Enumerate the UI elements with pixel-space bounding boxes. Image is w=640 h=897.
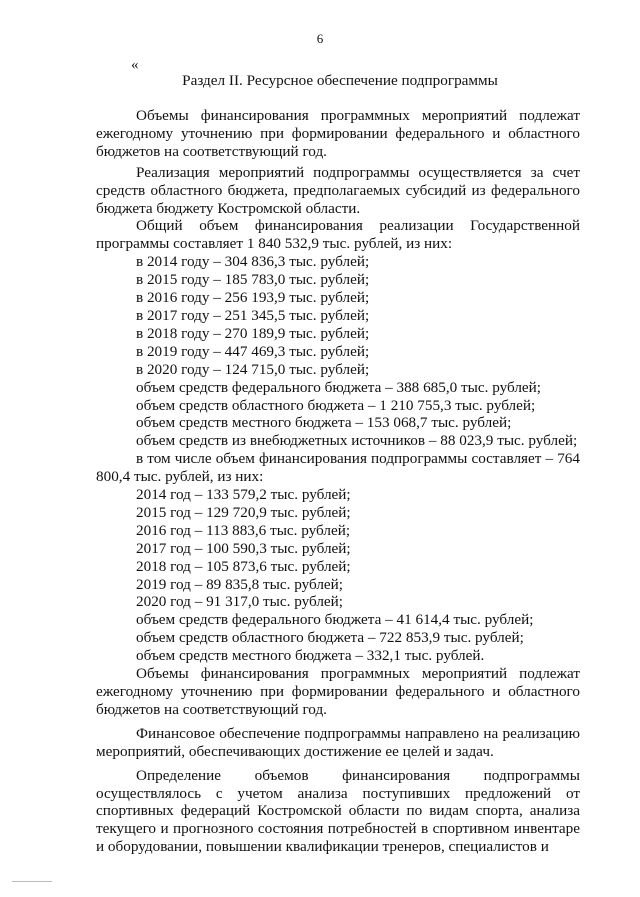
list-item: объем средств федерального бюджета – 388 685,0 тыс. рублей; [136, 378, 542, 396]
paragraph-funding-determination: Определение объемов финансирования подпрограммы осуществлялось с учетом анализа поступивших предложений от спортивных федераций Костромской области по видам спорта, анализа текущего и прогнозного состояния потребностей в спортивном инвентаре и оборудовании, повышении квалификации тренеров, специалистов и [96, 766, 580, 856]
paragraph-total-funding: Общий объем финансирования реализации Государственной программы составляет 1 840 532,9 тыс. рублей, из них: [96, 217, 580, 253]
list-item: объем средств областного бюджета – 1 210 755,3 тыс. рублей; [136, 396, 536, 414]
total-by-source-list [96, 379, 580, 451]
list-item: 2016 год – 113 883,6 тыс. рублей; [136, 521, 351, 539]
list-item: 2020 год – 91 317,0 тыс. рублей; [136, 593, 344, 611]
list-item: в 2015 году – 185 783,0 тыс. рублей; [136, 271, 370, 289]
list-item: в 2014 году – 304 836,3 тыс. рублей; [136, 253, 370, 271]
document-body [96, 107, 580, 856]
subprogram-by-year-list [96, 486, 580, 611]
paragraph-funding-update: Объемы финансирования программных мероприятий подлежат ежегодному уточнению при формировании федерального и областного бюджетов на соответствующий год. [96, 107, 580, 160]
list-item: 2015 год – 129 720,9 тыс. рублей; [136, 503, 351, 521]
total-by-year-list [96, 253, 580, 378]
list-item: объем средств местного бюджета – 153 068,7 тыс. рублей; [136, 414, 512, 432]
footer-rule [12, 881, 52, 882]
opening-quote-mark: « [131, 57, 139, 73]
paragraph-financial-support: Финансовое обеспечение подпрограммы направлено на реализацию мероприятий, обеспечивающих достижение ее целей и задач. [96, 724, 580, 760]
list-item: в 2019 году – 447 469,3 тыс. рублей; [136, 342, 370, 360]
paragraph-implementation-sources: Реализация мероприятий подпрограммы осуществляется за счет средств областного бюджета, предполагаемых субсидий из федерального бюджета бюджету Костромской области. [96, 163, 580, 217]
list-item: в 2016 году – 256 193,9 тыс. рублей; [136, 289, 370, 307]
list-item: объем средств местного бюджета – 332,1 тыс. рублей. [136, 647, 485, 665]
paragraph-funding-update-repeat: Объемы финансирования программных мероприятий подлежат ежегодному уточнению при формировании федерального и областного бюджетов на соответствующий год. [96, 665, 580, 718]
list-item: в 2018 году – 270 189,9 тыс. рублей; [136, 324, 370, 342]
list-item: 2014 год – 133 579,2 тыс. рублей; [136, 486, 351, 504]
list-item: 2019 год – 89 835,8 тыс. рублей; [136, 575, 344, 593]
list-item: 2018 год – 105 873,6 тыс. рублей; [136, 557, 351, 575]
list-item: 2017 год – 100 590,3 тыс. рублей; [136, 539, 351, 557]
list-item: объем средств областного бюджета – 722 853,9 тыс. рублей; [136, 629, 524, 647]
list-item: в 2017 году – 251 345,5 тыс. рублей; [136, 306, 370, 324]
list-item: объем средств федерального бюджета – 41 614,4 тыс. рублей; [136, 611, 534, 629]
list-item: объем средств из внебюджетных источников – 88 023,9 тыс. рублей; [136, 432, 578, 450]
page-number: 6 [316, 31, 324, 46]
section-title: Раздел II. Ресурсное обеспечение подпрограммы [182, 72, 498, 89]
paragraph-subprogram-funding: в том числе объем финансирования подпрограммы составляет – 764 800,4 тыс. рублей, из них: [96, 450, 580, 486]
subprogram-by-source-list [96, 611, 580, 665]
list-item: в 2020 году – 124 715,0 тыс. рублей; [136, 360, 370, 378]
